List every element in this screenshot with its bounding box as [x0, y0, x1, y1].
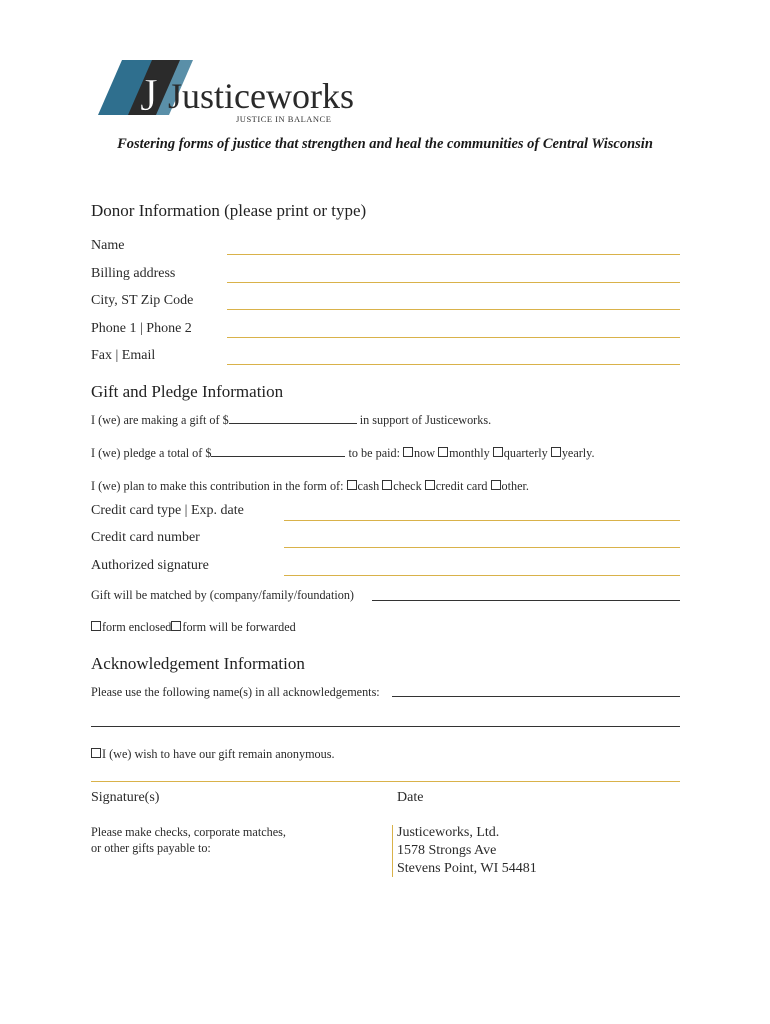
form-enclosed-checkbox[interactable]: [91, 621, 101, 631]
pledge-amount-field[interactable]: [211, 446, 345, 457]
card-number-label: Credit card number: [91, 530, 200, 545]
pledge-monthly-checkbox[interactable]: [438, 447, 448, 457]
cash-checkbox[interactable]: [347, 480, 357, 490]
contribution-form-line: [91, 479, 529, 494]
fax-email-field[interactable]: [227, 364, 680, 365]
logo-graphic: [98, 58, 358, 128]
card-type-label: Credit card type | Exp. date: [91, 503, 244, 518]
payee-street: 1578 Strongs Ave: [397, 843, 497, 858]
ack-names-field-2[interactable]: [91, 726, 680, 727]
gift-heading: Gift and Pledge Information: [91, 382, 284, 401]
card-type-field[interactable]: [284, 520, 680, 521]
pledge-line: [91, 446, 595, 461]
payable-line-1: Please make checks, corporate matches,: [91, 825, 286, 839]
pledge-yearly-label: yearly.: [561, 446, 595, 460]
form-forwarded-checkbox[interactable]: [171, 621, 181, 631]
credit-card-label: credit card: [435, 479, 488, 493]
name-field[interactable]: [227, 254, 680, 255]
donor-heading: Donor Information (please print or type): [91, 201, 367, 220]
phone-label: Phone 1 | Phone 2: [91, 321, 192, 336]
phone-field[interactable]: [227, 337, 680, 338]
matched-by-field[interactable]: [372, 600, 680, 601]
logo-subtext: JUSTICE IN BALANCE: [236, 114, 332, 124]
anonymous-line: [91, 747, 335, 762]
check-label: check: [393, 479, 422, 493]
payee-name: Justiceworks, Ltd.: [397, 825, 500, 840]
authorized-signature-field[interactable]: [284, 575, 680, 576]
fax-email-label: Fax | Email: [91, 348, 156, 363]
svg-text:J: J: [140, 69, 158, 120]
pledge-mid: to be paid:: [345, 446, 404, 460]
pledge-now-label: now: [414, 446, 436, 460]
pledge-quarterly-checkbox[interactable]: [493, 447, 503, 457]
payee-address: [397, 824, 537, 878]
contribution-form-prefix: I (we) plan to make this contribution in the form of:: [91, 479, 347, 493]
logo-text: Justiceworks: [168, 76, 354, 116]
gift-amount-prefix: I (we) are making a gift of $: [91, 413, 229, 427]
ack-heading: Acknowledgement Information: [91, 654, 305, 673]
gift-amount-line: [91, 413, 491, 428]
payable-line-2: or other gifts payable to:: [91, 841, 211, 855]
pledge-yearly-checkbox[interactable]: [551, 447, 561, 457]
city-state-zip-label: City, ST Zip Code: [91, 293, 194, 308]
credit-card-checkbox[interactable]: [425, 480, 435, 490]
signature-label: Signature(s): [91, 790, 160, 805]
card-number-field[interactable]: [284, 547, 680, 548]
form-enclosed-label: form enclosed: [102, 620, 172, 634]
pledge-prefix: I (we) pledge a total of $: [91, 446, 212, 460]
city-state-zip-field[interactable]: [227, 309, 680, 310]
date-label: Date: [397, 790, 424, 805]
authorized-signature-label: Authorized signature: [91, 558, 209, 573]
signature-field[interactable]: [91, 781, 680, 782]
other-checkbox[interactable]: [491, 480, 501, 490]
address-divider: [392, 825, 393, 877]
billing-address-label: Billing address: [91, 266, 176, 281]
justiceworks-logo: [98, 58, 358, 128]
ack-names-field[interactable]: [392, 696, 680, 697]
gift-amount-suffix: in support of Justiceworks.: [356, 413, 492, 427]
anonymous-label: I (we) wish to have our gift remain anonymous.: [102, 747, 335, 761]
name-label: Name: [91, 238, 125, 253]
form-forwarded-label: form will be forwarded: [182, 620, 296, 634]
other-label: other.: [501, 479, 529, 493]
matching-form-line: [91, 620, 296, 635]
pledge-quarterly-label: quarterly: [503, 446, 548, 460]
anonymous-checkbox[interactable]: [91, 748, 101, 758]
ack-names-label: Please use the following name(s) in all acknowledgements:: [91, 685, 380, 699]
pledge-monthly-label: monthly: [449, 446, 490, 460]
pledge-now-checkbox[interactable]: [403, 447, 413, 457]
billing-address-field[interactable]: [227, 282, 680, 283]
matched-by-label: Gift will be matched by (company/family/foundation): [91, 588, 354, 602]
check-checkbox[interactable]: [382, 480, 392, 490]
payee-city: Stevens Point, WI 54481: [397, 861, 537, 876]
cash-label: cash: [357, 479, 380, 493]
tagline: Fostering forms of justice that strengthen and heal the communities of Central Wisconsin: [117, 136, 653, 152]
gift-amount-field[interactable]: [229, 413, 357, 424]
